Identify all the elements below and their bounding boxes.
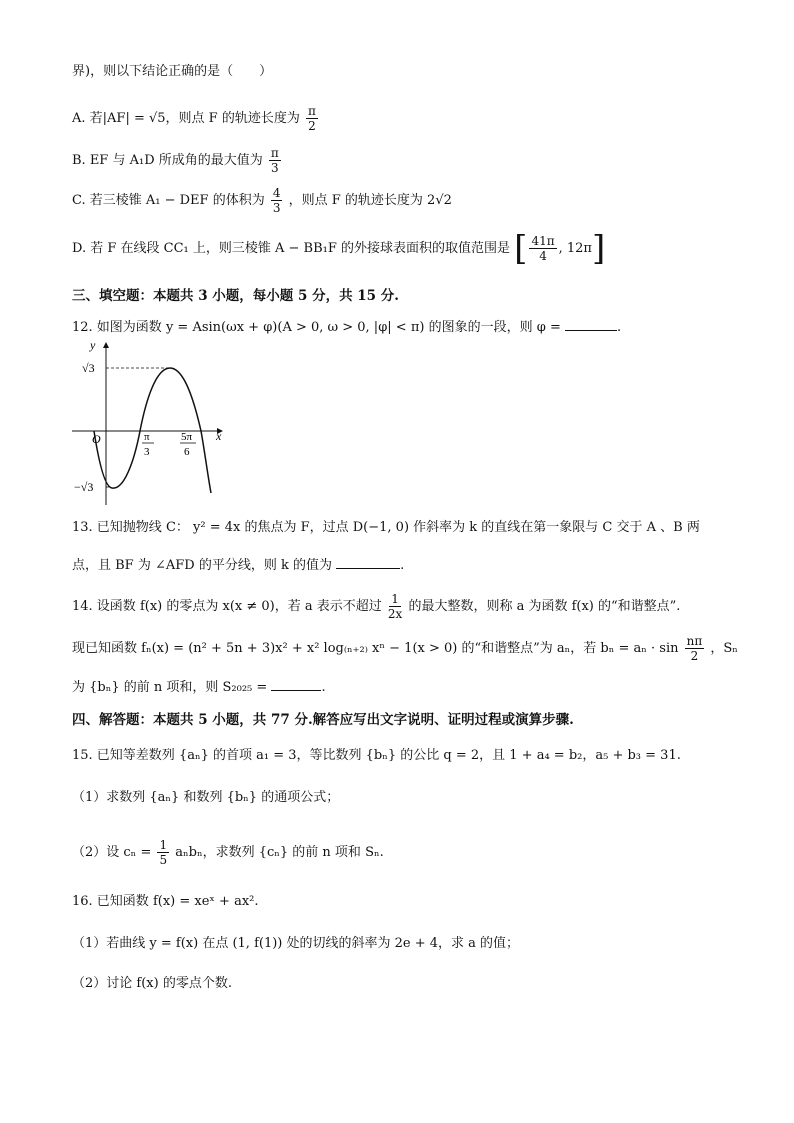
question-15-fraction: $\frac{1}{5}$	[159, 838, 168, 867]
question-14-line3-text: 为 {bₙ} 的前 n 项和，则 S₂₀₂₅ =	[72, 680, 268, 695]
question-12: 12. 如图为函数 y = Asin(ωx + φ)(A > 0, ω > 0, |φ| < π) 的图象的一段，则 φ = .	[72, 316, 621, 338]
option-b-fraction: $\frac{\pi}{3}$	[270, 146, 279, 175]
option-b	[72, 146, 283, 175]
question-14-line1	[72, 592, 680, 621]
answer-blank-12[interactable]	[565, 316, 617, 331]
section-four-heading: 四、解答题：本题共 5 小题，共 77 分.解答应写出文字说明、证明过程或演算步骤.	[72, 712, 574, 728]
question-tail: 界)，则以下结论正确的是（ ）	[72, 64, 273, 79]
question-14-line2	[72, 634, 738, 663]
right-bracket: ]	[591, 228, 606, 269]
question-14-text: 14. 设函数 f(x) 的零点为 x(x ≠ 0)，若 a 表示不超过	[72, 599, 382, 614]
option-a	[72, 104, 320, 133]
option-c-tail: ，则点 F 的轨迹长度为 2√2	[288, 193, 452, 208]
question-14-sin-fraction: $\frac{n\pi}{2}$	[686, 634, 703, 663]
question-16-part2: （2）讨论 f(x) 的零点个数.	[72, 976, 232, 991]
option-c-fraction: $\frac{4}{3}$	[272, 186, 281, 215]
question-13-line2: 点，且 BF 为 ∠AFD 的平分线，则 k 的值为 .	[72, 554, 404, 576]
option-d-fraction: $\frac{41\pi}{4}$	[531, 234, 555, 263]
option-d-text: D. 若 F 在线段 CC₁ 上，则三棱锥 A − BB₁F 的外接球表面积的取值范围是	[72, 241, 511, 256]
question-13-text: 点，且 BF 为 ∠AFD 的平分线，则 k 的值为	[72, 558, 332, 573]
y-axis-label: y	[90, 338, 96, 352]
option-d-tail: , 12π	[558, 241, 592, 256]
x-axis-label: x	[216, 429, 222, 443]
question-13-line1: 13. 已知抛物线 C： y² = 4x 的焦点为 F，过点 D(−1, 0) 作斜率为 k 的直线在第一象限与 C 交于 A 、B 两	[72, 520, 700, 535]
question-14-fraction: $\frac{1}{2x}$	[387, 592, 403, 621]
sine-graph	[70, 337, 230, 507]
x-tick-pi3-den: 3	[144, 446, 150, 458]
question-15-part2	[72, 838, 384, 867]
question-16: 16. 已知函数 f(x) = xeˣ + ax².	[72, 894, 259, 909]
option-d	[72, 228, 606, 269]
option-a-fraction: $\frac{\pi}{2}$	[307, 104, 316, 133]
y-min-label: −√3	[74, 480, 94, 494]
option-a-text: A. 若|AF| = √5，则点 F 的轨迹长度为	[72, 111, 300, 126]
question-15-part2-text: （2）设 cₙ =	[72, 845, 152, 860]
x-tick-5pi6-den: 6	[184, 446, 190, 458]
question-15-part2-tail: aₙbₙ，求数列 {cₙ} 的前 n 项和 Sₙ.	[175, 845, 384, 860]
question-14-tail: 的最大整数，则称 a 为函数 f(x) 的“和谐整点”.	[408, 599, 681, 614]
question-14-line2-text: 现已知函数 fₙ(x) = (n² + 5n + 3)x² + x² log₍ₙ₊₂₎ xⁿ − 1(x > 0) 的“和谐整点”为 aₙ，若 bₙ = aₙ · sin	[72, 641, 679, 656]
section-three-heading: 三、填空题：本题共 3 小题，每小题 5 分，共 15 分.	[72, 288, 399, 304]
y-max-label: √3	[82, 361, 95, 375]
answer-blank-13[interactable]	[336, 554, 400, 569]
x-tick-5pi6-num: 5π	[181, 431, 193, 443]
question-16-part1: （1）若曲线 y = f(x) 在点 (1, f(1)) 处的切线的斜率为 2e + 4，求 a 的值；	[72, 936, 520, 951]
question-14-line3: 为 {bₙ} 的前 n 项和，则 S₂₀₂₅ = .	[72, 676, 326, 698]
answer-blank-14[interactable]	[271, 676, 321, 691]
left-bracket: [	[514, 228, 528, 269]
question-15-part1: （1）求数列 {aₙ} 和数列 {bₙ} 的通项公式；	[72, 790, 340, 805]
question-12-text: 12. 如图为函数 y = Asin(ωx + φ)(A > 0, ω > 0, |φ| < π) 的图象的一段，则 φ =	[72, 320, 561, 335]
question-14-line2-tail: ，Sₙ	[710, 641, 738, 656]
origin-label: O	[92, 432, 101, 446]
option-c-text: C. 若三棱锥 A₁ − DEF 的体积为	[72, 193, 265, 208]
option-c	[72, 186, 452, 215]
option-b-text: B. EF 与 A₁D 所成角的最大值为	[72, 153, 263, 168]
x-tick-pi3-num: π	[144, 431, 150, 443]
question-15: 15. 已知等差数列 {aₙ} 的首项 a₁ = 3，等比数列 {bₙ} 的公比 q = 2，且 1 + a₄ = b₂，a₅ + b₃ = 31.	[72, 748, 681, 763]
